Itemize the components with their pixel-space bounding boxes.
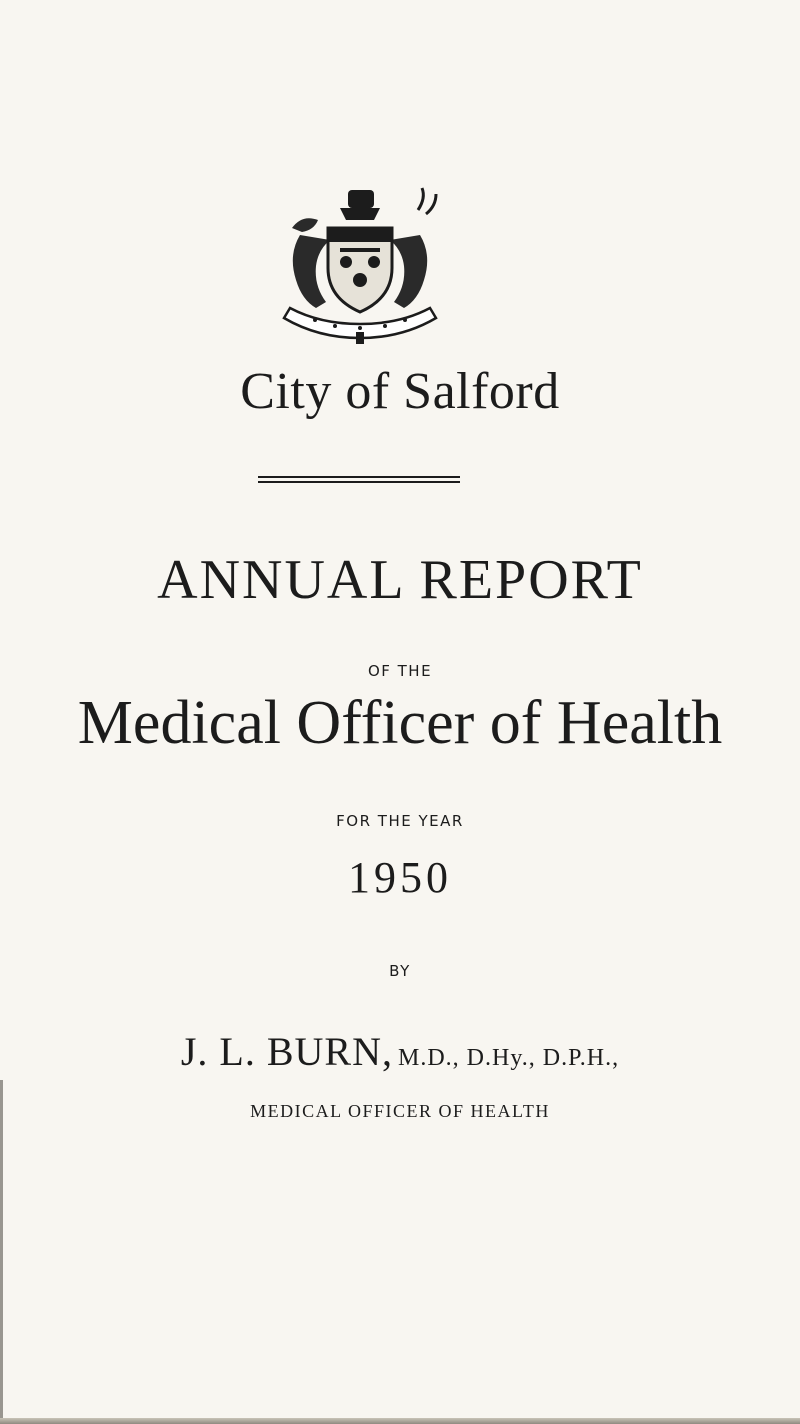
divider-rule-top xyxy=(258,476,460,478)
city-title: City of Salford xyxy=(240,363,560,420)
page-edge-left xyxy=(0,1080,3,1424)
of-the-label: OF THE xyxy=(367,662,433,680)
for-the-year-label: FOR THE YEAR xyxy=(336,812,464,830)
coat-of-arms-icon xyxy=(270,180,450,350)
report-subject: Medical Officer of Health xyxy=(77,689,723,757)
report-year: 1950 xyxy=(348,853,452,902)
by-label: BY xyxy=(389,962,411,980)
author-position: MEDICAL OFFICER OF HEALTH xyxy=(250,1101,550,1121)
page-edge-bottom xyxy=(0,1418,800,1424)
report-title: ANNUAL REPORT xyxy=(157,549,643,611)
divider-rule-bottom xyxy=(258,481,460,483)
author-qualifications: M.D., D.Hy., D.P.H., xyxy=(398,1045,620,1071)
author-name: J. L. BURN, xyxy=(180,1029,393,1074)
author-line xyxy=(0,1028,800,1075)
